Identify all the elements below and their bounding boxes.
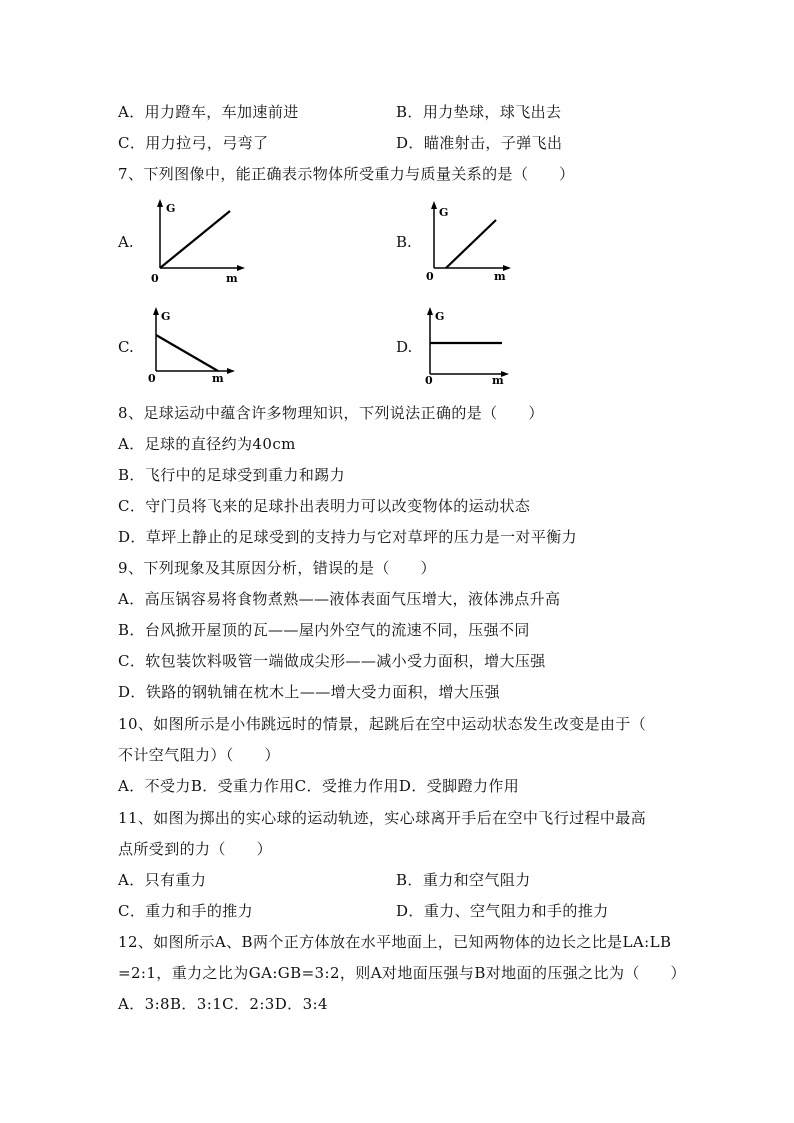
q9-option-c: C．软包装饮料吸管一端做成尖形——减小受力面积，增大压强 <box>118 652 546 670</box>
q9-option-d: D．铁路的钢轨铺在枕木上——增大受力面积，增大压强 <box>118 683 501 701</box>
q7c-y-axis-label: G <box>161 310 171 323</box>
q7d-x-axis-label: m <box>492 374 504 387</box>
q9-option-a: A．高压锅容易将食物煮熟——液体表面气压增大，液体沸点升高 <box>118 590 561 608</box>
q6-option-d: D．瞄准射击，子弹飞出 <box>396 134 563 152</box>
q7-option-a-label: A. <box>118 233 134 251</box>
q7b-origin-label: 0 <box>426 270 434 283</box>
q7d-y-axis-label: G <box>435 310 445 323</box>
q11-stem-line1: 11、如图为掷出的实心球的运动轨迹，实心球离开手后在空中飞行过程中最高 <box>118 809 647 827</box>
q6-option-b: B．用力垫球，球飞出去 <box>396 103 562 121</box>
q7a-origin-label: 0 <box>151 272 159 285</box>
q8-option-d: D．草坪上静止的足球受到的支持力与它对草坪的压力是一对平衡力 <box>118 528 578 546</box>
q7a-x-axis-label: m <box>226 272 238 285</box>
q8-option-c: C．守门员将飞来的足球扑出表明力可以改变物体的运动状态 <box>118 497 531 515</box>
q7-option-b-label: B. <box>396 233 412 251</box>
q7a-y-axis-label: G <box>166 202 176 215</box>
q7-graph-a <box>148 198 248 288</box>
q8-option-a: A．足球的直径约为40cm <box>118 435 296 453</box>
q10-options: A．不受力B．受重力作用C．受推力作用D．受脚蹬力作用 <box>118 777 520 795</box>
q7-stem: 7、下列图像中，能正确表示物体所受重力与质量关系的是（ ） <box>118 165 575 183</box>
q8-option-b: B．飞行中的足球受到重力和踢力 <box>118 466 346 484</box>
q11-option-b: B．重力和空气阻力 <box>396 871 531 889</box>
q12-stem-line1: 12、如图所示A、B两个正方体放在水平地面上，已知两物体的边长之比是LA:LB <box>118 933 672 951</box>
q11-option-d: D．重力、空气阻力和手的推力 <box>396 902 609 920</box>
q7b-y-axis-label: G <box>439 206 449 219</box>
q11-option-a: A．只有重力 <box>118 871 207 889</box>
q9-option-b: B．台风掀开屋顶的瓦——屋内外空气的流速不同，压强不同 <box>118 621 530 639</box>
q10-stem-line2: 不计空气阻力）（ ） <box>118 746 280 764</box>
q11-option-c: C．重力和手的推力 <box>118 902 254 920</box>
q12-options: A．3:8B．3:1C．2:3D．3:4 <box>118 995 328 1013</box>
q7c-origin-label: 0 <box>148 372 156 385</box>
q10-stem-line1: 10、如图所示是小伟跳远时的情景，起跳后在空中运动状态发生改变是由于（ <box>118 715 647 733</box>
q11-stem-line2: 点所受到的力（ ） <box>118 840 273 858</box>
q7-option-c-label: C. <box>118 338 134 356</box>
q6-option-c: C．用力拉弓，弓弯了 <box>118 134 269 152</box>
q7-option-d-label: D. <box>396 338 413 356</box>
q7d-origin-label: 0 <box>425 374 433 387</box>
q7b-x-axis-label: m <box>494 270 506 283</box>
q7-graph-c <box>146 306 241 386</box>
q8-stem: 8、足球运动中蕴含许多物理知识，下列说法正确的是（ ） <box>118 404 544 422</box>
q7-graph-b <box>424 200 514 285</box>
q7c-x-axis-label: m <box>212 372 224 385</box>
q7-graph-d <box>420 306 515 386</box>
q9-stem: 9、下列现象及其原因分析，错误的是（ ） <box>118 559 436 577</box>
q12-stem-line2: =2:1，重力之比为GA:GB=3:2，则A对地面压强与B对地面的压强之比为（ ） <box>118 964 686 982</box>
q6-option-a: A．用力蹬车，车加速前进 <box>118 103 299 121</box>
